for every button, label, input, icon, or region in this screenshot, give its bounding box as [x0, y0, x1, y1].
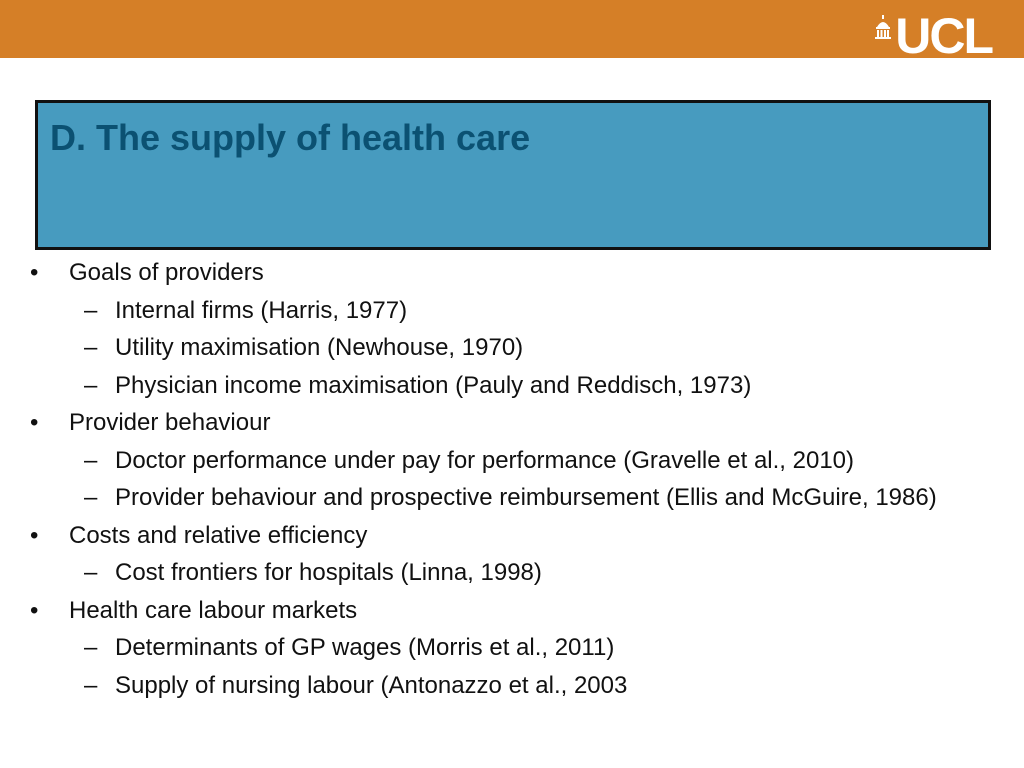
- bullet-icon: •: [30, 259, 39, 286]
- top-banner: [0, 0, 1024, 64]
- list-item-text: Health care labour markets: [69, 596, 358, 624]
- list-item-goals-of-providers: [0, 258, 1024, 288]
- dash-icon: –: [84, 484, 98, 511]
- list-item-provider-behaviour: [0, 408, 1024, 438]
- dash-icon: –: [84, 334, 98, 361]
- list-item-text: Costs and relative efficiency: [69, 521, 368, 549]
- list-item-text: Provider behaviour: [69, 409, 271, 436]
- sub-item: [0, 333, 1024, 363]
- dash-icon: –: [84, 296, 98, 324]
- list-item-health-care-labour-markets: [0, 596, 1024, 626]
- sub-item-text: Determinants of GP wages (Morris et al., 2011): [115, 634, 615, 661]
- list-item-costs-and-relative-efficiency: [0, 521, 1024, 551]
- ucl-logo: [875, 8, 992, 64]
- bullet-icon: •: [30, 409, 39, 436]
- sub-item: [0, 296, 1024, 326]
- sub-item-text: Supply of nursing labour (Antonazzo et al., 2003: [115, 671, 628, 699]
- slide-title: D. The supply of health care: [50, 117, 531, 158]
- sub-item-text: Physician income maximisation (Pauly and Reddisch, 1973): [115, 371, 752, 399]
- dash-icon: –: [84, 559, 98, 586]
- sub-item: [0, 483, 1024, 513]
- dash-icon: –: [84, 671, 98, 699]
- bullet-icon: •: [30, 521, 39, 549]
- logo-text: UCL: [895, 8, 992, 64]
- sub-item-text: Internal firms (Harris, 1977): [115, 296, 408, 324]
- dash-icon: –: [84, 634, 98, 661]
- sub-item: [0, 633, 1024, 663]
- portico-dome-icon: [875, 15, 891, 39]
- bullet-list: [0, 258, 1024, 708]
- sub-item-text: Provider behaviour and prospective reimbursement (Ellis and McGuire, 1986): [115, 484, 937, 511]
- sub-item: [0, 671, 1024, 701]
- sub-item-text: Doctor performance under pay for performance (Gravelle et al., 2010): [115, 446, 855, 474]
- title-box: [35, 100, 991, 250]
- sub-item: [0, 558, 1024, 588]
- dash-icon: –: [84, 371, 98, 399]
- sub-item: [0, 371, 1024, 401]
- sub-item-text: Utility maximisation (Newhouse, 1970): [115, 334, 524, 361]
- bullet-icon: •: [30, 596, 39, 624]
- sub-item: [0, 446, 1024, 476]
- sub-item-text: Cost frontiers for hospitals (Linna, 1998): [115, 559, 542, 586]
- list-item-text: Goals of providers: [69, 259, 264, 286]
- dash-icon: –: [84, 446, 98, 474]
